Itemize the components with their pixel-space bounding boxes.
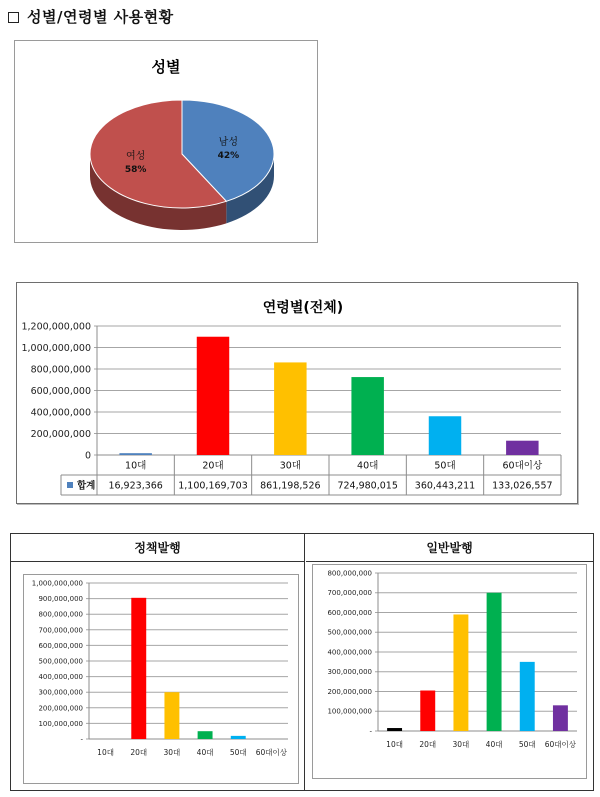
table-value: 724,980,015 [337, 480, 398, 492]
table-value: 16,923,366 [108, 480, 163, 492]
pie-slice-percent: 58% [124, 164, 147, 175]
y-tick-label: 200,000,000 [30, 428, 91, 440]
bar-50대 [429, 416, 461, 455]
checkbox-square-icon [8, 12, 19, 23]
y-tick-label: 1,000,000,000 [31, 579, 83, 588]
x-tick-label: 30대 [452, 740, 470, 749]
bar-40대 [351, 377, 383, 455]
x-tick-label: 30대 [163, 748, 181, 757]
bar-40대 [487, 593, 502, 731]
general-section [306, 534, 593, 790]
pie-slice-percent: 42% [217, 151, 240, 162]
gender-pie-svg [15, 41, 317, 242]
bar-50대 [520, 662, 535, 731]
y-tick-label: 600,000,000 [30, 385, 91, 397]
table-value: 133,026,557 [492, 480, 553, 492]
bar-30대 [164, 692, 179, 739]
table-value: 360,443,211 [414, 480, 476, 492]
policy-section-title: 정책발행 [11, 534, 304, 562]
y-tick-label: 700,000,000 [38, 626, 83, 635]
issuance-comparison-frame [10, 533, 594, 791]
y-tick-label: 800,000,000 [38, 610, 83, 619]
bar-20대 [197, 337, 229, 455]
y-tick-label: 500,000,000 [327, 628, 372, 637]
y-tick-label: 300,000,000 [327, 668, 372, 677]
age-total-bar-chart [16, 282, 578, 504]
policy-bar-chart [23, 574, 299, 784]
y-tick-label: 800,000,000 [30, 364, 91, 376]
x-tick-label: 20대 [202, 460, 224, 472]
x-tick-label: 10대 [97, 748, 114, 757]
x-tick-label: 60대이상 [544, 740, 577, 749]
gender-pie-chart [14, 40, 318, 243]
pie-slice-label: 남성 [218, 137, 239, 149]
y-tick-label: - [80, 735, 83, 744]
policy-bar-svg [24, 575, 298, 783]
y-tick-label: 400,000,000 [30, 407, 91, 419]
y-tick-label: 500,000,000 [38, 657, 83, 666]
y-tick-label: 100,000,000 [327, 707, 372, 716]
general-bar-chart [312, 564, 587, 779]
y-tick-label: 0 [84, 450, 91, 462]
table-value: 861,198,526 [260, 480, 321, 492]
x-tick-label: 30대 [279, 460, 301, 472]
y-tick-label: 1,200,000,000 [21, 321, 91, 333]
bar-10대 [387, 728, 402, 731]
bar-30대 [453, 614, 468, 731]
y-tick-label: 400,000,000 [38, 673, 83, 682]
x-tick-label: 10대 [386, 740, 403, 749]
legend-series-name: 합계 [77, 480, 96, 492]
bar-60대이상 [506, 441, 538, 455]
x-tick-label: 60대이상 [502, 460, 543, 472]
chart-title: 연령별(전체) [262, 300, 344, 316]
pie-title: 성별 [151, 58, 181, 76]
x-tick-label: 50대 [518, 740, 536, 749]
bar-40대 [198, 731, 213, 739]
y-tick-label: - [369, 727, 372, 736]
general-bar-svg [313, 565, 586, 778]
y-tick-label: 800,000,000 [327, 569, 372, 578]
general-section-title: 일반발행 [306, 534, 593, 562]
x-tick-label: 50대 [229, 748, 247, 757]
y-tick-label: 300,000,000 [38, 688, 83, 697]
age-total-bar-svg [17, 283, 577, 503]
x-tick-label: 50대 [434, 460, 456, 472]
x-tick-label: 10대 [125, 460, 147, 472]
y-tick-label: 1,000,000,000 [21, 342, 91, 354]
x-tick-label: 40대 [485, 740, 503, 749]
bar-20대 [131, 598, 146, 739]
x-tick-label: 20대 [130, 748, 148, 757]
x-tick-label: 40대 [357, 460, 379, 472]
page-heading-text: 성별/연령별 사용현황 [27, 8, 174, 26]
bar-30대 [274, 362, 306, 455]
policy-section [11, 534, 305, 790]
bar-50대 [231, 736, 246, 739]
x-tick-label: 20대 [419, 740, 437, 749]
y-tick-label: 200,000,000 [38, 704, 83, 713]
x-tick-label: 60대이상 [255, 748, 288, 757]
y-tick-label: 600,000,000 [327, 608, 372, 617]
x-tick-label: 40대 [196, 748, 214, 757]
y-tick-label: 700,000,000 [327, 589, 372, 598]
y-tick-label: 100,000,000 [38, 719, 83, 728]
y-tick-label: 200,000,000 [327, 687, 372, 696]
y-tick-label: 400,000,000 [327, 648, 372, 657]
pie-slice-label: 여성 [125, 150, 146, 162]
legend-key-icon [67, 482, 73, 488]
bar-20대 [420, 691, 435, 731]
page-heading [8, 6, 174, 27]
y-tick-label: 600,000,000 [38, 641, 83, 650]
bar-10대 [119, 453, 151, 455]
y-tick-label: 900,000,000 [38, 595, 83, 604]
bar-60대이상 [553, 705, 568, 731]
table-value: 1,100,169,703 [178, 480, 248, 492]
